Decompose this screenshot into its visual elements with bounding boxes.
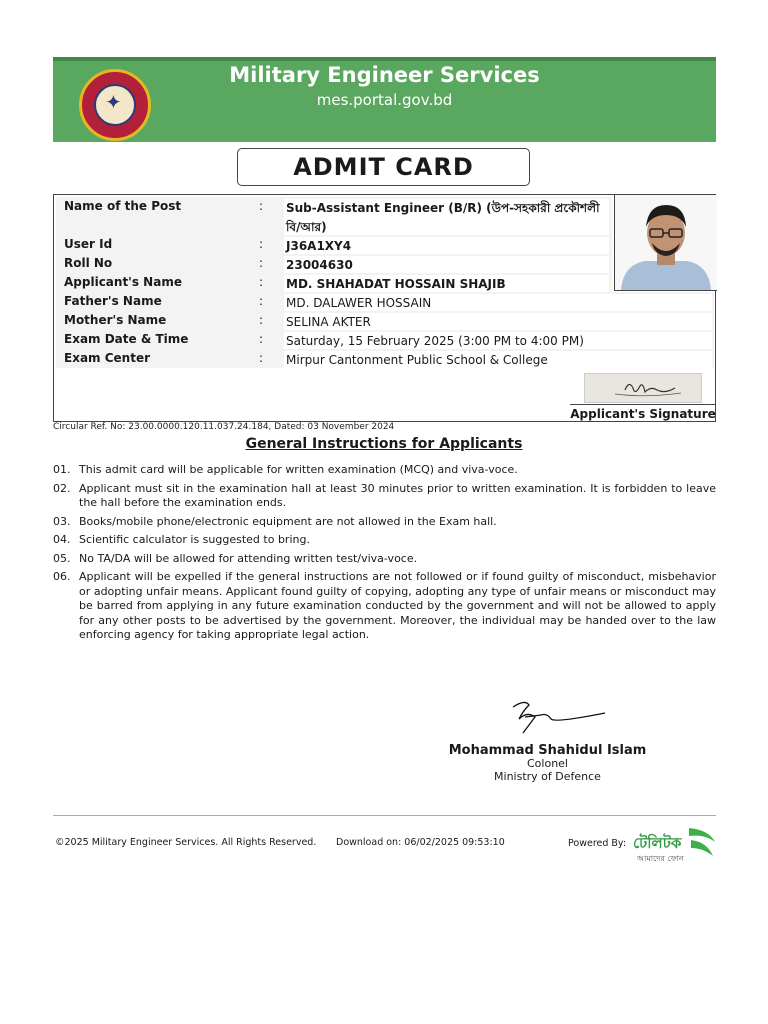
row-label: Name of the Post	[64, 199, 182, 213]
row-exam-datetime	[56, 330, 714, 350]
row-value: MD. SHAHADAT HOSSAIN SHAJIB	[284, 275, 609, 294]
mes-emblem-icon: ✦	[79, 69, 151, 141]
row-exam-center	[56, 349, 714, 369]
row-value: 23004630	[284, 256, 609, 275]
instruction-text: This admit card will be applicable for written examination (MCQ) and viva-voce.	[79, 463, 518, 476]
applicant-photo	[614, 195, 717, 291]
instruction-number: 01.	[53, 463, 71, 476]
officer-rank: Colonel	[527, 757, 568, 770]
row-separator: :	[259, 313, 264, 327]
header-subtitle: mes.portal.gov.bd	[316, 91, 453, 109]
instruction-text: Applicant must sit in the examination hall at least 30 minutes prior to written examination. It is forbidden to leave the hall before the examination ends.	[79, 481, 716, 509]
instructions-list	[53, 463, 716, 647]
applicant-signature-label: Applicant's Signature	[570, 404, 716, 423]
instruction-text: No TA/DA will be allowed for attending written test/viva-voce.	[79, 551, 418, 565]
instruction-item	[53, 552, 716, 567]
instruction-number: 06.	[53, 570, 71, 583]
instruction-item	[53, 570, 716, 643]
instruction-item	[53, 463, 716, 478]
row-roll-no	[56, 254, 612, 274]
row-label: Applicant's Name	[64, 275, 182, 289]
row-label: Exam Date & Time	[64, 332, 189, 346]
instruction-text: Applicant will be expelled if the general instructions are not followed or if found guilty of misconduct, misbehavior or adopting unfair means. Applicant found guilty of copying, adopting any type of unfair means or misconduct may be barred from applying in any future examination conducted by the government and will not be allowed to apply for any other posts to be advertised by the government. Moreover, the individual may be handed over to the law enforcing agency for taking appropriate legal action.	[79, 570, 716, 641]
row-label: User Id	[64, 237, 113, 251]
teletalk-brand-name: টেলিটক	[633, 834, 682, 852]
row-applicant-name	[56, 273, 612, 293]
teletalk-tagline: আমাদের ফোন	[637, 854, 684, 863]
row-label: Roll No	[64, 256, 113, 270]
row-separator: :	[259, 237, 264, 251]
row-post	[56, 197, 612, 236]
teletalk-logo-icon	[633, 822, 718, 864]
row-value: SELINA AKTER	[284, 313, 712, 332]
row-value: J36A1XY4	[284, 237, 609, 256]
instructions-title: General Instructions for Applicants	[245, 436, 523, 452]
instruction-item	[53, 515, 716, 530]
instruction-item	[53, 482, 716, 511]
instruction-text: Books/mobile phone/electronic equipment are not allowed in the Exam hall.	[79, 514, 497, 528]
circular-reference: Circular Ref. No: 23.00.0000.120.11.037.24.184, Dated: 03 November 2024	[53, 422, 395, 432]
row-separator: :	[259, 199, 264, 213]
footer-divider	[53, 815, 716, 816]
applicant-info-box	[53, 194, 716, 422]
officer-ministry: Ministry of Defence	[494, 770, 601, 783]
row-father-name	[56, 292, 714, 312]
header-banner	[53, 57, 716, 142]
header-title: Military Engineer Services	[229, 63, 540, 87]
row-separator: :	[259, 332, 264, 346]
row-label: Mother's Name	[64, 313, 167, 327]
row-value: Mirpur Cantonment Public School & College	[284, 351, 712, 370]
instruction-number: 02.	[53, 481, 71, 495]
row-label: Exam Center	[64, 351, 150, 365]
admit-card-title: ADMIT CARD	[237, 148, 530, 186]
footer-download-time: Download on: 06/02/2025 09:53:10	[336, 837, 505, 848]
applicant-photo-image	[615, 195, 717, 290]
row-user-id	[56, 235, 612, 255]
footer-powered-by: Powered By:	[568, 838, 627, 849]
row-mother-name	[56, 311, 714, 331]
row-value: Sub-Assistant Engineer (B/R) (উপ-সহকারী প্রকৌশলী বি/আর)	[284, 199, 609, 237]
footer-copyright: ©2025 Military Engineer Services. All Rights Reserved.	[55, 837, 317, 848]
row-label: Father's Name	[64, 294, 162, 308]
instruction-text: Scientific calculator is suggested to bring.	[79, 533, 310, 546]
instruction-number: 05.	[53, 551, 71, 565]
row-separator: :	[259, 256, 264, 270]
row-separator: :	[259, 351, 264, 365]
row-separator: :	[259, 275, 264, 289]
applicant-signature-image	[584, 373, 702, 403]
row-value: MD. DALAWER HOSSAIN	[284, 294, 712, 313]
officer-name: Mohammad Shahidul Islam	[448, 743, 647, 758]
officer-signature-image	[505, 697, 615, 739]
row-value: Saturday, 15 February 2025 (3:00 PM to 4:00 PM)	[284, 332, 712, 351]
instruction-number: 04.	[53, 533, 71, 546]
row-separator: :	[259, 294, 264, 308]
instruction-item	[53, 533, 716, 548]
instruction-number: 03.	[53, 514, 71, 528]
